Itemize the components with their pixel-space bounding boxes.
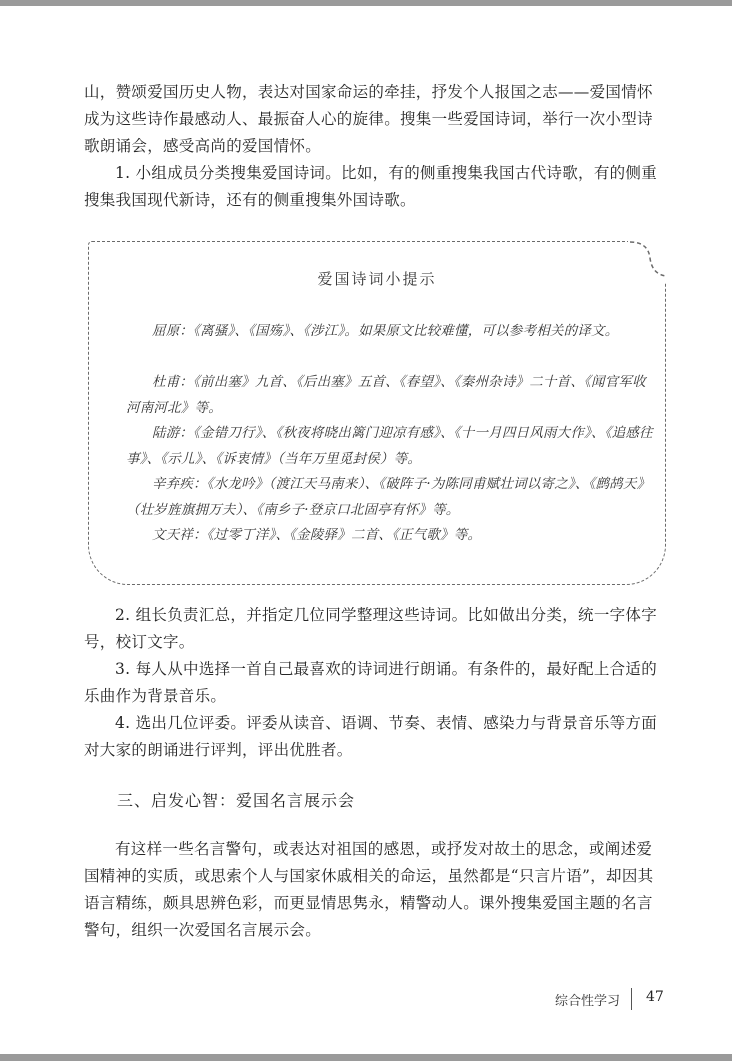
section-3-paragraph: 有这样一些名言警句，或表达对祖国的感恩，或抒发对故土的思念，或阐述爱国精神的实质，或思索个人与国家休戚相关的命运，虽然都是“只言片语”，却因其语言精练，颇具思辨色彩，而更显情思隽永，精警动人。课外搜集爱国主题的名言警句，组织一次爱国名言展示会。 (84, 840, 654, 939)
footer-divider (631, 988, 632, 1010)
step-2-paragraph: 2. 组长负责汇总，并指定几位同学整理这些诗词。比如做出分类，统一字体字号，校订文字。 (84, 606, 658, 651)
tip-item: 辛弃疾：《水龙吟》（渡江天马南来）、《破阵子·为陈同甫赋壮词以寄之》、《鹧鸪天》（壮岁旌旗拥万夫）、《南乡子·登京口北固亭有怀》等。 (126, 476, 651, 518)
tip-item: 屈原：《离骚》、《国殇》、《涉江》。如果原文比较难懂，可以参考相关的译文。 (152, 323, 619, 339)
tip-item: 陆游：《金错刀行》、《秋夜将晓出篱门迎凉有感》、《十一月四日风雨大作》、《追感往事》、《示儿》、《诉衷情》（当年万里觅封侯）等。 (126, 425, 653, 467)
step-4-paragraph: 4. 选出几位评委。评委从读音、语调、节奏、表情、感染力与背景音乐等方面对大家的朗诵进行评判，评出优胜者。 (84, 714, 658, 759)
tips-box-title: 爱国诗词小提示 (317, 270, 437, 288)
tip-item: 文天祥：《过零丁洋》、《金陵驿》二首、《正气歌》等。 (152, 527, 482, 543)
step-1-paragraph: 1. 小组成员分类搜集爱国诗词。比如，有的侧重搜集我国古代诗歌，有的侧重搜集我国现代新诗，还有的侧重搜集外国诗歌。 (84, 164, 658, 209)
step-3-paragraph: 3. 每人从中选择一首自己最喜欢的诗词进行朗诵。有条件的，最好配上合适的乐曲作为背景音乐。 (84, 660, 658, 705)
tip-item: 杜甫：《前出塞》九首、《后出塞》五首、《春望》、《秦州杂诗》二十首、《闻官军收河南河北》等。 (126, 374, 646, 416)
page-number: 47 (646, 989, 664, 1005)
bottom-border (0, 1054, 732, 1061)
intro-paragraph: 山，赞颂爱国历史人物，表达对国家命运的牵挂，抒发个人报国之志——爱国情怀成为这些诗作最感动人、最振奋人心的旋律。搜集一些爱国诗词，举行一次小型诗歌朗诵会，感受高尚的爱国情怀。 (84, 83, 653, 155)
footer-section-label: 综合性学习 (555, 994, 621, 1009)
section-3-heading: 三、启发心智：爱国名言展示会 (117, 791, 356, 810)
